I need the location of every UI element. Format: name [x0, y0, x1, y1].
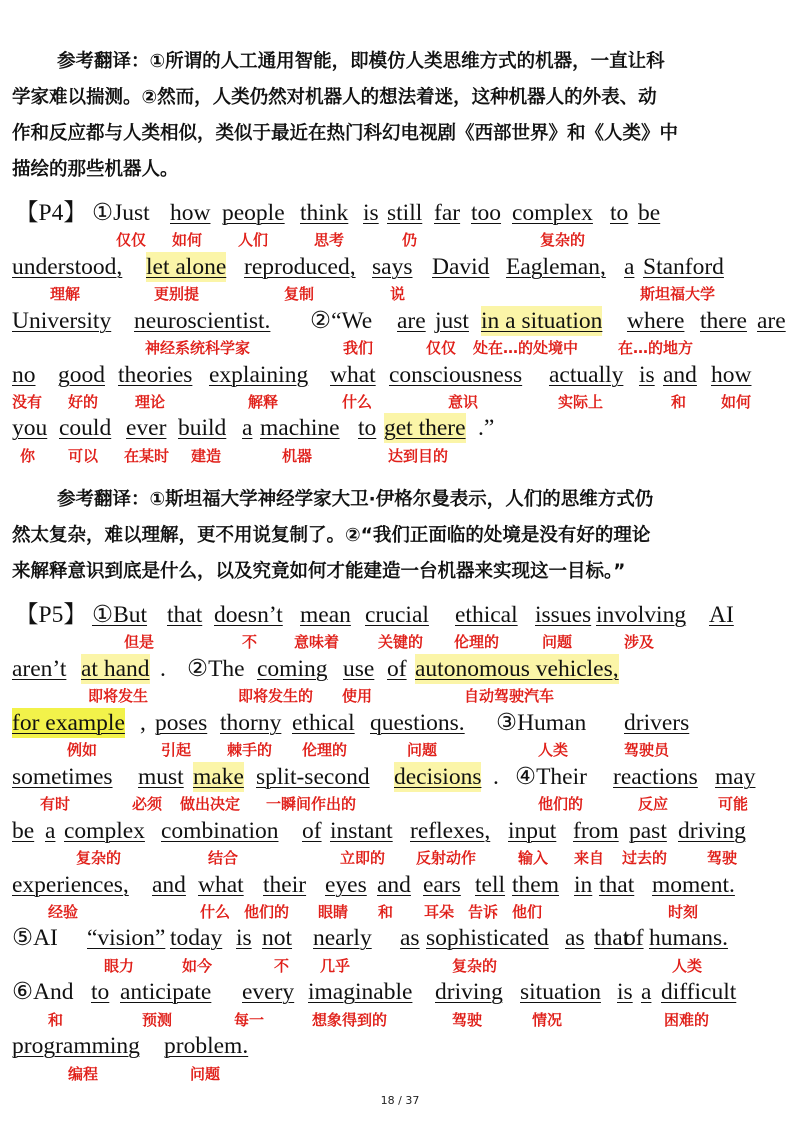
gloss: 涉及	[624, 633, 655, 651]
word: build	[178, 415, 227, 441]
word: .”	[478, 415, 495, 441]
gloss: 几乎	[320, 957, 351, 975]
gloss: 问题	[190, 1065, 221, 1083]
gloss: 说	[390, 285, 406, 303]
word-highlighted: at hand	[81, 656, 150, 682]
gloss: 人类	[672, 957, 703, 975]
gloss: 他们	[512, 903, 543, 921]
gloss: 过去的	[622, 849, 668, 867]
word: experiences,	[12, 872, 129, 898]
gloss: 实际上	[558, 393, 604, 411]
word: you	[12, 415, 48, 441]
word: that	[599, 872, 635, 898]
gloss: 例如	[67, 741, 98, 759]
word: .	[493, 764, 499, 790]
gloss: 仍	[402, 231, 418, 249]
word: ②“We	[310, 308, 373, 334]
word: ⑤AI	[12, 925, 58, 951]
word: instant	[330, 818, 393, 844]
word: ,	[140, 710, 146, 736]
gloss: 建造	[191, 447, 222, 465]
word: a	[641, 979, 652, 1005]
word: problem.	[164, 1033, 249, 1059]
gloss: 情况	[532, 1011, 563, 1029]
word: Stanford	[643, 254, 724, 280]
gloss: 人类	[538, 741, 569, 759]
word: is	[617, 979, 633, 1005]
gloss: 复制	[284, 285, 315, 303]
word-highlighted: decisions	[394, 764, 482, 790]
word: difficult	[661, 979, 737, 1005]
gloss: 复杂的	[76, 849, 122, 867]
word: involving	[596, 602, 687, 628]
word: could	[59, 415, 112, 441]
word: what	[198, 872, 244, 898]
word: machine	[260, 415, 340, 441]
translation-line: 然太复杂，难以理解，更不用说复制了。②“我们正面临的处境是没有好的理论	[12, 525, 651, 546]
word: is	[236, 925, 252, 951]
word: ①But	[92, 602, 148, 628]
gloss: 做出决定	[180, 795, 241, 813]
word: eyes	[325, 872, 367, 898]
word: sophisticated	[426, 925, 549, 951]
gloss: 复杂的	[452, 957, 498, 975]
word-highlighted: make	[193, 764, 244, 790]
gloss: 斯坦福大学	[640, 285, 716, 303]
word: complex	[64, 818, 145, 844]
word: think	[300, 200, 349, 226]
word: ethical	[455, 602, 518, 628]
word: is	[363, 200, 379, 226]
word: questions.	[370, 710, 465, 736]
gloss: 眼睛	[318, 903, 349, 921]
gloss: 他们的	[244, 903, 290, 921]
word: issues	[535, 602, 592, 628]
word: how	[711, 362, 752, 388]
gloss: 伦理的	[454, 633, 500, 651]
gloss: 在…的地方	[618, 339, 694, 357]
gloss: 意味着	[294, 633, 340, 651]
gloss: 眼力	[104, 957, 135, 975]
gloss: 达到目的	[388, 447, 449, 465]
word: understood,	[12, 254, 123, 280]
word: ④Their	[515, 764, 587, 790]
word: “vision”	[87, 925, 166, 951]
word: drivers	[624, 710, 690, 736]
word: reflexes,	[410, 818, 491, 844]
word: from	[573, 818, 619, 844]
gloss: 耳朵	[424, 903, 455, 921]
word: .	[160, 656, 166, 682]
word: that	[167, 602, 203, 628]
word: neuroscientist.	[134, 308, 271, 334]
gloss: 我们	[343, 339, 374, 357]
word: nearly	[313, 925, 372, 951]
translation-line: 描绘的那些机器人。	[12, 159, 179, 180]
gloss: 有时	[40, 795, 71, 813]
word: as	[400, 925, 420, 951]
word-highlighted: for example	[12, 710, 125, 736]
word: ②The	[187, 656, 245, 682]
gloss: 问题	[407, 741, 438, 759]
translation-line: 参考翻译：①所谓的人工通用智能，即模仿人类思维方式的机器，一直让科	[57, 51, 665, 72]
gloss: 但是	[124, 633, 155, 651]
gloss: 如何	[721, 393, 752, 411]
word: ears	[423, 872, 461, 898]
word: crucial	[365, 602, 429, 628]
word: complex	[512, 200, 593, 226]
translation-line: 来解释意识到底是什么，以及究竟如何才能建造一台机器来实现这一目标。”	[12, 561, 626, 582]
gloss: 神经系统科学家	[145, 339, 251, 357]
gloss: 在某时	[124, 447, 170, 465]
word: every	[242, 979, 295, 1005]
translation-line: 学家难以揣测。②然而，人类仍然对机器人的想法着迷，这种机器人的外表、动	[12, 87, 657, 108]
gloss: 可以	[68, 447, 99, 465]
gloss: 意识	[448, 393, 479, 411]
word: as	[565, 925, 585, 951]
gloss: 人们	[238, 231, 269, 249]
word: Eagleman,	[506, 254, 606, 280]
gloss: 你	[20, 447, 36, 465]
word: too	[471, 200, 502, 226]
word: and	[152, 872, 186, 898]
word: programming	[12, 1033, 140, 1059]
word: of	[302, 818, 322, 844]
gloss: 他们的	[538, 795, 584, 813]
word: be	[12, 818, 35, 844]
paragraph-label: 【P5】	[15, 602, 87, 628]
word: is	[639, 362, 655, 388]
gloss: 编程	[68, 1065, 99, 1083]
word: says	[372, 254, 413, 280]
word-highlighted: autonomous vehicles,	[415, 656, 619, 682]
word: reproduced,	[244, 254, 356, 280]
word: that	[594, 925, 630, 951]
word: not	[262, 925, 293, 951]
gloss: 没有	[12, 393, 43, 411]
page-separator: /	[398, 1094, 402, 1107]
word: what	[330, 362, 376, 388]
gloss: 如今	[182, 957, 213, 975]
word-highlighted: in a situation	[481, 308, 603, 334]
word: tell	[475, 872, 506, 898]
word: good	[58, 362, 105, 388]
gloss: 仅仅	[116, 231, 147, 249]
gloss: 驾驶	[452, 1011, 483, 1029]
word: their	[263, 872, 307, 898]
word: actually	[549, 362, 624, 388]
word: and	[663, 362, 697, 388]
word: how	[170, 200, 211, 226]
gloss: 不	[274, 957, 290, 975]
word: a	[242, 415, 253, 441]
page-total: 37	[405, 1094, 420, 1107]
word: people	[222, 200, 285, 226]
word: ever	[126, 415, 167, 441]
gloss: 思考	[314, 231, 345, 249]
gloss: 更别提	[154, 285, 200, 303]
word: of	[624, 925, 644, 951]
translation-block-1	[12, 44, 788, 188]
word: theories	[118, 362, 193, 388]
word: doesn’t	[214, 602, 283, 628]
gloss: 时刻	[668, 903, 699, 921]
page-indicator	[0, 1094, 800, 1107]
word: poses	[155, 710, 208, 736]
word: ③Human	[496, 710, 587, 736]
word: may	[715, 764, 756, 790]
word: consciousness	[389, 362, 523, 388]
gloss: 解释	[248, 393, 279, 411]
word: still	[387, 200, 423, 226]
word: explaining	[209, 362, 309, 388]
word: ①Just	[92, 200, 150, 226]
gloss: 什么	[200, 903, 231, 921]
gloss: 和	[378, 903, 394, 921]
word: coming	[257, 656, 328, 682]
word: are	[397, 308, 426, 334]
word: to	[610, 200, 629, 226]
word: past	[629, 818, 667, 844]
gloss: 每一	[234, 1011, 265, 1029]
word: reactions	[613, 764, 698, 790]
gloss: 结合	[208, 849, 239, 867]
gloss: 如何	[172, 231, 203, 249]
word-highlighted: let alone	[146, 254, 227, 280]
word: a	[624, 254, 635, 280]
gloss: 问题	[542, 633, 573, 651]
word: mean	[300, 602, 351, 628]
gloss: 反射动作	[416, 849, 477, 867]
gloss: 理解	[50, 285, 81, 303]
gloss: 驾驶	[707, 849, 738, 867]
word: there	[700, 308, 747, 334]
word: ethical	[292, 710, 355, 736]
word: and	[377, 872, 411, 898]
paragraph-label: 【P4】	[15, 200, 87, 226]
gloss: 伦理的	[302, 741, 348, 759]
gloss: 输入	[518, 849, 549, 867]
gloss: 什么	[342, 393, 373, 411]
translation-line: 作和反应都与人类相似，类似于最近在热门科幻电视剧《西部世界》和《人类》中	[12, 123, 679, 144]
gloss: 关键的	[378, 633, 424, 651]
gloss: 一瞬间作出的	[266, 795, 357, 813]
gloss: 机器	[282, 447, 313, 465]
gloss: 即将发生	[88, 687, 149, 705]
word: no	[12, 362, 36, 388]
gloss: 必须	[132, 795, 163, 813]
word: use	[343, 656, 375, 682]
word: in	[574, 872, 593, 898]
word: be	[638, 200, 661, 226]
word: David	[432, 254, 490, 280]
word: where	[627, 308, 685, 334]
word: a	[45, 818, 56, 844]
gloss: 自动驾驶汽车	[464, 687, 555, 705]
word: moment.	[652, 872, 735, 898]
word: sometimes	[12, 764, 113, 790]
word: aren’t	[12, 656, 67, 682]
word: humans.	[649, 925, 728, 951]
word: are	[757, 308, 786, 334]
gloss: 仅仅	[426, 339, 457, 357]
gloss: 反应	[638, 795, 669, 813]
gloss: 告诉	[468, 903, 499, 921]
word: University	[12, 308, 112, 334]
word: to	[91, 979, 110, 1005]
gloss: 困难的	[664, 1011, 710, 1029]
word: driving	[435, 979, 503, 1005]
gloss: 理论	[135, 393, 166, 411]
word: input	[508, 818, 557, 844]
word: today	[170, 925, 223, 951]
translation-block-2	[12, 482, 788, 590]
gloss: 处在…的处境中	[473, 339, 579, 357]
word: anticipate	[120, 979, 212, 1005]
gloss: 即将发生的	[238, 687, 314, 705]
gloss: 和	[671, 393, 687, 411]
word: combination	[161, 818, 279, 844]
gloss: 不	[242, 633, 258, 651]
translation-line: 参考翻译：①斯坦福大学神经学家大卫·伊格尔曼表示，人们的思维方式仍	[57, 489, 654, 510]
gloss: 和	[48, 1011, 64, 1029]
word: to	[358, 415, 377, 441]
word: driving	[678, 818, 746, 844]
gloss: 预测	[142, 1011, 173, 1029]
gloss: 使用	[342, 687, 373, 705]
word: thorny	[220, 710, 282, 736]
gloss: 好的	[68, 393, 99, 411]
word: AI	[709, 602, 734, 628]
word: split-second	[256, 764, 370, 790]
gloss: 棘手的	[227, 741, 273, 759]
word: of	[387, 656, 407, 682]
gloss: 驾驶员	[624, 741, 670, 759]
word: them	[512, 872, 559, 898]
word: imaginable	[308, 979, 413, 1005]
page-number: 18	[380, 1094, 395, 1107]
word: must	[138, 764, 184, 790]
gloss: 经验	[48, 903, 79, 921]
word: situation	[520, 979, 601, 1005]
word-highlighted: get there	[384, 415, 466, 441]
gloss: 来自	[574, 849, 605, 867]
gloss: 想象得到的	[312, 1011, 388, 1029]
gloss: 可能	[718, 795, 749, 813]
gloss: 复杂的	[540, 231, 586, 249]
gloss: 立即的	[340, 849, 386, 867]
word: ⑥And	[12, 979, 74, 1005]
word: far	[434, 200, 461, 226]
gloss: 引起	[161, 741, 192, 759]
word: just	[435, 308, 469, 334]
